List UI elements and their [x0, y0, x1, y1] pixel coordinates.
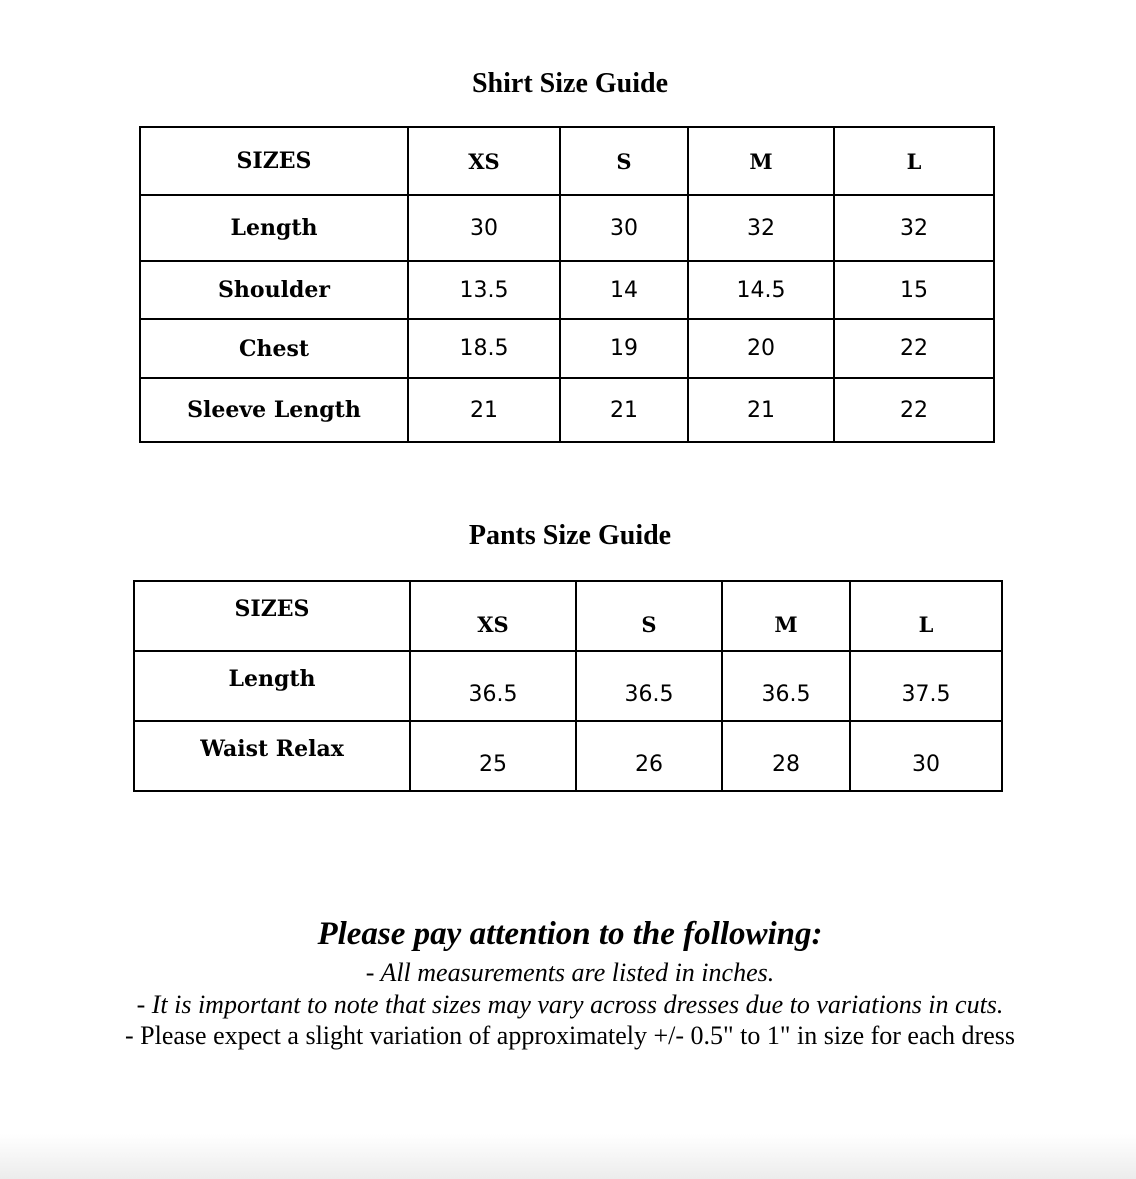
table-cell: 25 [410, 721, 576, 791]
table-cell: 37.5 [850, 651, 1002, 721]
table-row [134, 721, 1002, 791]
table-cell: 28 [722, 721, 850, 791]
size-l-header: L [850, 581, 1002, 651]
table-cell: 19 [560, 319, 688, 378]
table-cell: 15 [834, 261, 994, 319]
row-label: Length [140, 195, 408, 261]
table-cell: 26 [576, 721, 722, 791]
note-size-variation: - It is important to note that sizes may vary across dresses due to variations in cuts. [136, 990, 1004, 1019]
table-cell: 21 [408, 378, 560, 442]
sizes-header: SIZES [134, 581, 410, 651]
size-xs-header: XS [408, 127, 560, 195]
row-label: Chest [140, 319, 408, 378]
table-cell: 18.5 [408, 319, 560, 378]
table-header-row [140, 127, 994, 195]
table-row [140, 261, 994, 319]
table-cell: 21 [688, 378, 834, 442]
note-measurements: - All measurements are listed in inches. [365, 958, 775, 987]
table-row [140, 319, 994, 378]
table-cell: 32 [834, 195, 994, 261]
table-row [140, 195, 994, 261]
table-cell: 30 [850, 721, 1002, 791]
size-l-header: L [834, 127, 994, 195]
row-label: Waist Relax [134, 721, 410, 791]
size-m-header: M [722, 581, 850, 651]
shirt-size-guide-title: Shirt Size Guide [471, 68, 668, 99]
size-xs-header: XS [410, 581, 576, 651]
row-label: Shoulder [140, 261, 408, 319]
pants-size-table [133, 580, 1003, 792]
bottom-fade [0, 1134, 1136, 1179]
table-cell: 22 [834, 378, 994, 442]
table-cell: 20 [688, 319, 834, 378]
table-cell: 14 [560, 261, 688, 319]
size-s-header: S [560, 127, 688, 195]
row-label: Sleeve Length [140, 378, 408, 442]
table-cell: 30 [560, 195, 688, 261]
table-cell: 13.5 [408, 261, 560, 319]
table-header-row [134, 581, 1002, 651]
table-cell: 36.5 [576, 651, 722, 721]
table-cell: 36.5 [410, 651, 576, 721]
notes-heading: Please pay attention to the following: [317, 916, 823, 952]
pants-size-guide-title: Pants Size Guide [468, 520, 672, 551]
table-cell: 30 [408, 195, 560, 261]
table-row [140, 378, 994, 442]
shirt-size-table [139, 126, 995, 443]
sizes-header: SIZES [140, 127, 408, 195]
table-cell: 21 [560, 378, 688, 442]
table-cell: 22 [834, 319, 994, 378]
table-row [134, 651, 1002, 721]
row-label: Length [134, 651, 410, 721]
table-cell: 32 [688, 195, 834, 261]
table-cell: 14.5 [688, 261, 834, 319]
size-s-header: S [576, 581, 722, 651]
table-cell: 36.5 [722, 651, 850, 721]
note-slight-variation: - Please expect a slight variation of approximately +/- 0.5" to 1" in size for each dress [124, 1021, 1015, 1050]
size-m-header: M [688, 127, 834, 195]
